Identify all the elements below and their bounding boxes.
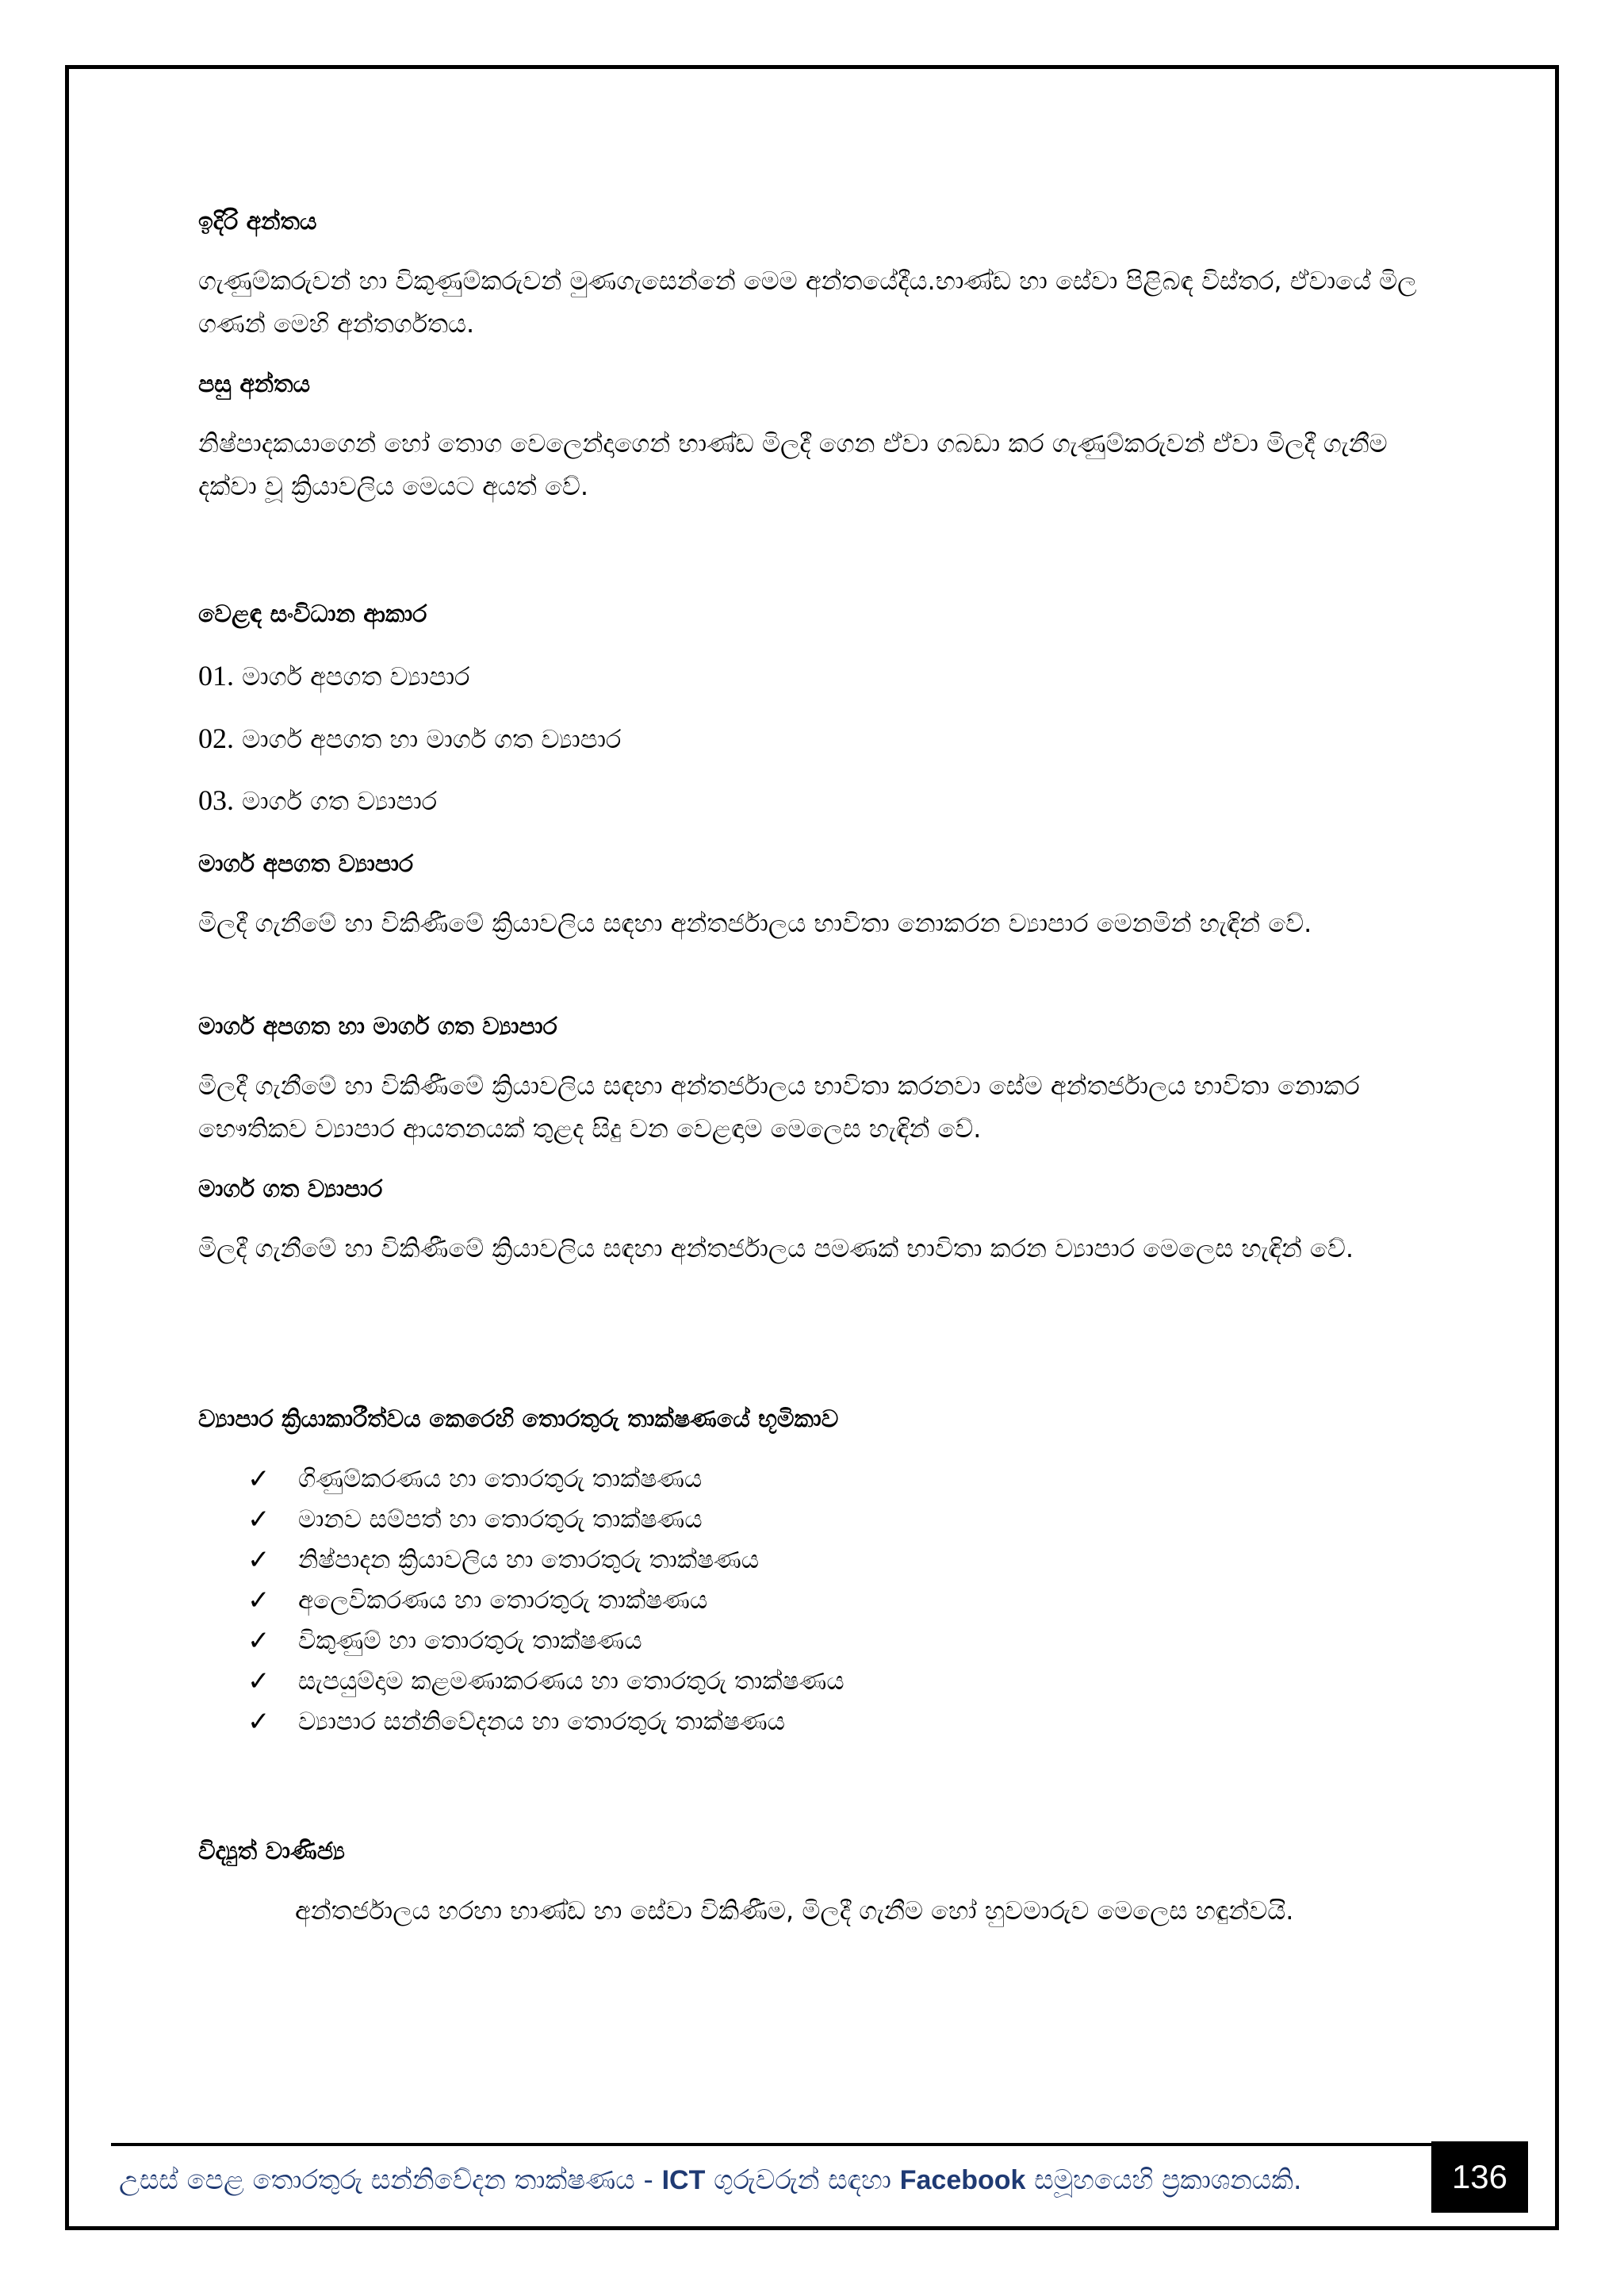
paragraph-online: මිලදී ගැනීමේ හා විකිණීමේ ක්‍රියාවලිය සඳහා අන්තර්ජාලය පමණක් භාවිතා කරන ව්‍යාපාර මෙලෙස හැඳින් වේ. — [198, 1233, 1354, 1263]
check-icon: ✓ — [247, 1463, 270, 1495]
list-text: නිෂ්පාදන ක්‍රියාවලිය හා තොරතුරු තාක්ෂණය — [298, 1546, 760, 1574]
list-item — [247, 1662, 845, 1702]
list-text: මානව සම්පත් හා තොරතුරු තාක්ෂණය — [298, 1505, 703, 1534]
list-number: 03. — [198, 784, 234, 816]
paragraph-offline: මිලදී ගැනීමේ හා විකිණීමේ ක්‍රියාවලිය සඳහා අන්තර්ජාලය භාවිතා නොකරන ව්‍යාපාර මෙනමින් හැඳින් වේ. — [198, 908, 1312, 938]
list-item — [198, 654, 1435, 698]
page-number: 136 — [1431, 2141, 1528, 2213]
paragraph-back-end: නිෂ්පාදකයාගෙන් හෝ තොග වෙලෙන්දාගෙන් භාණ්ඩ මිලදී ගෙන ඒවා ගබඩා කර ගැණුම්කරුවන් ඒවා මිලදී ගැනීම දක්වා වූ ක්‍රියාවලිය මෙයට අයත් වේ. — [198, 428, 1388, 501]
it-role-list — [247, 1459, 845, 1742]
check-icon: ✓ — [247, 1544, 270, 1576]
list-item — [198, 717, 1435, 761]
heading-org-forms: වෙළඳ සංවිධාන ආකාර — [198, 600, 427, 628]
list-number: 02. — [198, 723, 234, 754]
footer-text — [119, 2161, 1302, 2199]
check-icon: ✓ — [247, 1625, 270, 1657]
heading-front-end: ඉදිරි අන්තය — [198, 208, 317, 236]
heading-offline: මාර්ග අපගත ව්‍යාපාර — [198, 850, 414, 878]
heading-back-end: පසු අන්තය — [198, 370, 311, 398]
list-text: විකුණුම් හා තොරතුරු තාක්ෂණය — [298, 1627, 642, 1655]
list-text: සැපයුම්දාම කළමණාකරණය හා තොරතුරු තාක්ෂණය — [298, 1667, 845, 1696]
check-icon: ✓ — [247, 1706, 270, 1738]
check-icon: ✓ — [247, 1504, 270, 1535]
list-item — [247, 1581, 845, 1621]
check-icon: ✓ — [247, 1665, 270, 1697]
footer-facebook: Facebook — [899, 2165, 1026, 2195]
list-text: මාර්ග අපගත හා මාර්ග ගත ව්‍යාපාර — [242, 724, 622, 754]
heading-online: මාර්ග ගත ව්‍යාපාර — [198, 1175, 383, 1203]
list-item — [198, 779, 1435, 822]
list-text: ගිණුම්කරණය හා තොරතුරු තාක්ෂණය — [298, 1465, 703, 1493]
heading-ecommerce: විද්‍යුත් වාණිජ්‍ය — [198, 1838, 345, 1865]
list-text: මාර්ග අපගත ව්‍යාපාර — [242, 661, 470, 692]
paragraph-ecommerce: අන්තර්ජාලය හරහා භාණ්ඩ හා සේවා විකිණීම, මිලදී ගැනීම හෝ හුවමාරුව මෙලෙස හඳුන්වයි. — [295, 1895, 1294, 1926]
list-text: අලෙවිකරණය හා තොරතුරු තාක්ෂණය — [298, 1586, 708, 1615]
check-icon: ✓ — [247, 1585, 270, 1616]
footer-part3: සමූහයෙහි ප්‍රකාශනයකි. — [1025, 2164, 1302, 2196]
footer-ict: ICT — [661, 2165, 706, 2195]
heading-mixed: මාර්ග අපගත හා මාර්ග ගත ව්‍යාපාර — [198, 1013, 557, 1041]
heading-it-role: ව්‍යාපාර ක්‍රියාකාරීත්වය කෙරෙහි තොරතුරු තාක්ෂණයේ භූමිකාව — [198, 1405, 839, 1433]
list-number: 01. — [198, 660, 234, 692]
list-item — [247, 1702, 845, 1742]
list-text: මාර්ග ගත ව්‍යාපාර — [242, 786, 438, 816]
list-text: ව්‍යාපාර සන්නිවේදනය හා තොරතුරු තාක්ෂණය — [298, 1708, 785, 1736]
footer-part2: ගුරුවරුන් සඳහා — [705, 2164, 900, 2196]
list-item — [247, 1621, 845, 1662]
paragraph-front-end: ගැණුම්කරුවන් හා විකුණුම්කරුවන් මුණගැසෙන්නේ මෙම අන්තයේදීය.භාණ්ඩ හා සේවා පිළිබඳ විස්තර, ඒවායේ මිල ගණන් මෙහි අන්තර්ගතය. — [198, 266, 1417, 339]
footer-divider — [111, 2143, 1495, 2146]
paragraph-mixed: මිලදී ගැනීමේ හා විකිණීමේ ක්‍රියාවලිය සඳහා අන්තර්ජාලය භාවිතා කරනවා සේම අන්තර්ජාලය භාවිතා නොකර භෞතිකව ව්‍යාපාර ආයතනයක් තුළද සිදු වන වෙළඳාම මෙලෙස හැඳින් වේ. — [198, 1071, 1360, 1144]
list-item — [247, 1459, 845, 1500]
list-item — [247, 1540, 845, 1581]
footer-part1: උසස් පෙළ තොරතුරු සන්නිවේදන තාක්ෂණය - — [119, 2164, 662, 2196]
list-item — [247, 1500, 845, 1540]
